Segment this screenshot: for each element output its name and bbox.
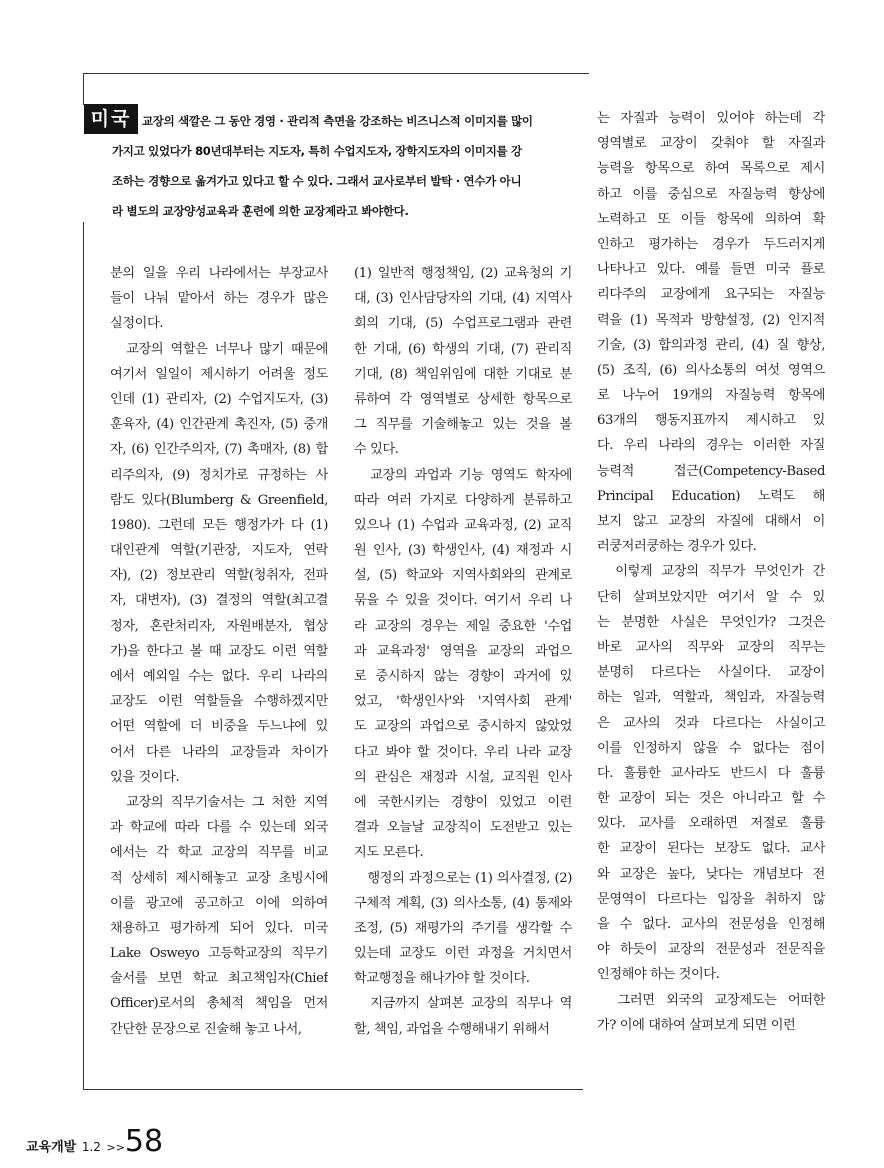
text-line: 와 교장은 높다, 낮다는 개념보다 전 xyxy=(597,866,825,882)
text-line: 그 직무를 기술해놓고 있는 것을 볼 xyxy=(354,417,572,433)
text-line: 기술, (3) 합의과정 관리, (4) 질 향상, xyxy=(597,337,825,353)
text-line: 지금까지 살펴본 교장의 직무나 역 xyxy=(354,996,572,1012)
text-line: 리주의자, (9) 정치가로 규정하는 사 xyxy=(110,467,328,483)
text-line: 훈육자, (4) 인간관계 촉진자, (5) 중개 xyxy=(110,417,328,433)
text-line: 력을 (1) 목적과 방향설정, (2) 인지적 xyxy=(597,312,825,328)
text-line: 러쿵저러쿵하는 경우가 있다. xyxy=(597,539,757,555)
text-line: 는 분명한 사실은 무엇인가? 그것은 xyxy=(597,614,825,630)
text-line: 다고 봐야 할 것이다. 우리 나라 교장 xyxy=(354,744,572,760)
text-line: 영역별로 교장이 갖춰야 할 자질과 xyxy=(597,136,825,152)
text-line: 라 교장의 경우는 제일 중요한 '수업 xyxy=(354,618,572,634)
text-column-left xyxy=(110,261,328,1042)
text-line: 교장의 직무기술서는 그 처한 지역 xyxy=(110,794,328,810)
text-line: 수 있다. xyxy=(354,442,399,458)
page-footer xyxy=(26,1124,163,1159)
text-line: 있는데 교장도 이런 과정을 거치면서 xyxy=(354,946,572,962)
text-line: 리다주의 교장에게 요구되는 자질능 xyxy=(597,287,825,303)
text-line: 있을 것이다. xyxy=(110,769,180,785)
text-line: 기대, (8) 책임위임에 대한 기대로 분 xyxy=(354,366,572,382)
text-line: 대인관계 역할(기관장, 지도자, 연락 xyxy=(110,543,328,559)
text-line: 1980). 그런데 모든 행정가가 다 (1) xyxy=(110,517,328,533)
text-line: 능력적 접근(Competency-Based xyxy=(597,463,825,479)
text-line: 간단한 문장으로 진술해 놓고 나서, xyxy=(110,1021,302,1037)
text-line: 설, (5) 학교와 지역사회와의 관계로 xyxy=(354,568,572,584)
text-line: 교장의 과업과 기능 영역도 학자에 xyxy=(354,467,572,483)
text-line: 나타나고 있다. 예를 들면 미국 플로 xyxy=(597,262,825,278)
text-line: 인정해야 하는 것이다. xyxy=(597,967,720,983)
text-line: 어서 다른 나라의 교장들과 차이가 xyxy=(110,744,328,760)
text-line: 과 학교에 따라 다를 수 있는데 외국 xyxy=(110,820,328,836)
text-line: 인하고 평가하는 경우가 두드러지게 xyxy=(597,236,825,252)
text-line: 채용하고 평가하게 되어 있다. 미국 xyxy=(110,920,328,936)
text-line: 술서를 보면 학교 최고책임자(Chief xyxy=(110,971,328,987)
text-line: 묶을 수 있을 것이다. 여기서 우리 나 xyxy=(354,593,572,609)
text-column-middle xyxy=(354,261,572,1042)
text-line: 가? 이에 대하여 살펴보게 되면 이런 xyxy=(597,1017,796,1033)
callout-badge: 미국 xyxy=(84,104,138,134)
issue-number: 1.2 xyxy=(81,1140,101,1154)
text-line: (1) 일반적 행정책임, (2) 교육청의 기 xyxy=(354,266,572,281)
text-line: 에 국한시키는 경향이 있었고 이런 xyxy=(354,794,572,810)
frame-bottom-rule xyxy=(83,1089,583,1090)
text-column-right xyxy=(597,106,825,1038)
frame-left-rule-upper xyxy=(83,73,84,105)
text-line: 단히 살펴보았지만 여기서 알 수 있 xyxy=(597,589,825,605)
text-line: (5) 조직, (6) 의사소통의 여섯 영역으 xyxy=(597,362,825,378)
text-line: 문영역이 다르다는 입장을 취하지 않 xyxy=(597,891,825,907)
text-line: 류하여 각 영역별로 상세한 항목으로 xyxy=(354,391,572,407)
callout-box xyxy=(84,106,584,226)
text-line: 도 교장의 과업으로 중시하지 않았었 xyxy=(354,719,572,735)
callout-line: 라 별도의 교장양성교육과 훈련에 의한 교장제라고 봐야한다. xyxy=(112,204,409,218)
text-line: 능력을 항목으로 하여 목록으로 제시 xyxy=(597,161,825,177)
text-line: 분의 일을 우리 나라에서는 부장교사 xyxy=(110,266,328,281)
text-line: 자), (2) 정보관리 역할(청취자, 전파 xyxy=(110,568,328,584)
text-line: 한 교장이 된다는 보장도 없다. 교사 xyxy=(597,841,825,857)
text-line: 할, 책임, 과업을 수행해내기 위해서 xyxy=(354,1021,550,1037)
text-line: 이를 인정하지 않을 수 없다는 점이 xyxy=(597,740,825,756)
text-line: 여기서 일일이 제시하기 어려울 정도 xyxy=(110,366,328,382)
text-line: 원 인사, (3) 학생인사, (4) 재정과 시 xyxy=(354,543,572,559)
callout-line: 가지고 있었다가 80년대부터는 지도자, 특히 수업지도자, 장학지도자의 이미지를 강 xyxy=(112,144,522,158)
callout-line: 조하는 경향으로 옮겨가고 있다고 할 수 있다. 그래서 교사로부터 발탁 · 연수가 아니 xyxy=(112,174,522,188)
text-line: 는 자질과 능력이 있어야 하는데 각 xyxy=(597,111,825,126)
text-line: 인데 (1) 관리자, (2) 수업지도자, (3) xyxy=(110,391,328,407)
frame-left-rule-lower xyxy=(83,222,84,1089)
text-line: 지도 모른다. xyxy=(354,845,424,861)
text-line: 을 수 없다. 교사의 전문성을 인정해 xyxy=(597,917,825,932)
text-line: 로 중시하지 않는 경향이 과거에 있 xyxy=(354,669,572,684)
text-line: 적 상세히 제시해놓고 교장 초빙시에 xyxy=(110,870,328,886)
text-line: 63개의 행동지표까지 제시하고 있 xyxy=(597,413,825,429)
text-line: 은 교사의 것과 다르다는 사실이고 xyxy=(597,715,825,731)
text-line: 의 관심은 재정과 시설, 교직원 인사 xyxy=(354,769,572,785)
text-line: 한 기대, (6) 학생의 기대, (7) 관리직 xyxy=(354,341,572,357)
text-line: 람도 있다(Blumberg & Greenfield, xyxy=(110,492,328,508)
text-line: 하고 이를 중심으로 자질능력 향상에 xyxy=(597,186,825,202)
text-line: 교장의 역할은 너무나 많기 때문에 xyxy=(110,341,328,357)
text-line: 구체적 계획, (3) 의사소통, (4) 통제와 xyxy=(354,895,572,911)
text-line: 로 나누어 19개의 자질능력 항목에 xyxy=(597,388,825,404)
text-line: 한 교장이 되는 것은 아니라고 할 수 xyxy=(597,791,825,807)
text-line: 있으나 (1) 수업과 교육과정, (2) 교직 xyxy=(354,517,572,533)
callout-line: 교장의 색깔은 그 동안 경영 · 관리적 측면을 강조하는 비즈니스적 이미지를 많이 xyxy=(142,114,533,128)
text-line: 보지 않고 교장의 자질에 대해서 이 xyxy=(597,514,825,529)
text-line: 노력하고 또 이들 항목에 의하여 확 xyxy=(597,211,825,227)
text-line: 결과 오늘날 교장직이 도전받고 있는 xyxy=(354,820,572,836)
magazine-name: 교육개발 xyxy=(26,1140,77,1155)
text-line: 가)을 한다고 볼 때 교장도 이런 역할 xyxy=(110,643,328,659)
text-line: 다. 우리 나라의 경우는 이러한 자질 xyxy=(597,438,825,454)
text-line: 학교행정을 해나가야 할 것이다. xyxy=(354,971,530,987)
text-line: 자, (6) 인간주의자, (7) 촉매자, (8) 합 xyxy=(110,442,328,458)
text-line: 회의 기대, (5) 수업프로그램과 관련 xyxy=(354,316,572,332)
text-line: 야 하듯이 교장의 전문성과 전문직을 xyxy=(597,942,825,958)
text-line: 하는 일과, 역할과, 책임과, 자질능력 xyxy=(597,690,825,706)
text-line: 실정이다. xyxy=(110,316,164,332)
text-line: 분명히 다르다는 사실이다. 교장이 xyxy=(597,665,825,681)
text-line: Lake Osweyo 고등학교장의 직무기 xyxy=(110,946,328,962)
text-line: 이렇게 교장의 직무가 무엇인가 간 xyxy=(597,564,825,580)
text-line: 다. 훌륭한 교사라도 반드시 다 훌륭 xyxy=(597,765,825,781)
text-line: 에서는 각 학교 교장의 직무를 비교 xyxy=(110,845,328,861)
text-line: 에서 예외일 수는 없다. 우리 나라의 xyxy=(110,669,328,684)
arrows-glyph: >> xyxy=(106,1141,125,1154)
text-line: Officer)로서의 총체적 책임을 먼저 xyxy=(110,996,328,1012)
text-line: 과 교육과정' 영역을 교장의 과업으 xyxy=(354,643,572,659)
text-line: Principal Education) 노력도 해 xyxy=(597,488,825,504)
text-line: 어떤 역할에 더 비중을 두느냐에 있 xyxy=(110,719,328,735)
text-line: 이를 광고에 공고하고 이에 의하여 xyxy=(110,895,328,911)
text-line: 자, 대변자), (3) 결정의 역할(최고결 xyxy=(110,593,328,609)
text-line: 었고, '학생인사'와 '지역사회 관계' xyxy=(354,694,572,710)
text-line: 있다. 교사를 오래하면 저절로 훌륭 xyxy=(597,816,825,832)
text-line: 들이 나눠 맡아서 하는 경우가 많은 xyxy=(110,291,328,307)
text-line: 교장도 이런 역할들을 수행하겠지만 xyxy=(110,694,328,710)
page-number: 58 xyxy=(124,1124,164,1159)
text-line: 행정의 과정으로는 (1) 의사결정, (2) xyxy=(354,870,572,886)
text-line: 따라 여러 가지로 다양하게 분류하고 xyxy=(354,492,572,508)
frame-top-rule xyxy=(83,73,589,74)
text-line: 대, (3) 인사담당자의 기대, (4) 지역사 xyxy=(354,291,572,307)
text-line: 정자, 혼란처리자, 자원배분자, 협상 xyxy=(110,618,328,634)
text-line: 바로 교사의 직무와 교장의 직무는 xyxy=(597,639,825,655)
text-line: 조정, (5) 재평가의 주기를 생각할 수 xyxy=(354,920,572,936)
text-line: 그러면 외국의 교장제도는 어떠한 xyxy=(597,992,825,1008)
